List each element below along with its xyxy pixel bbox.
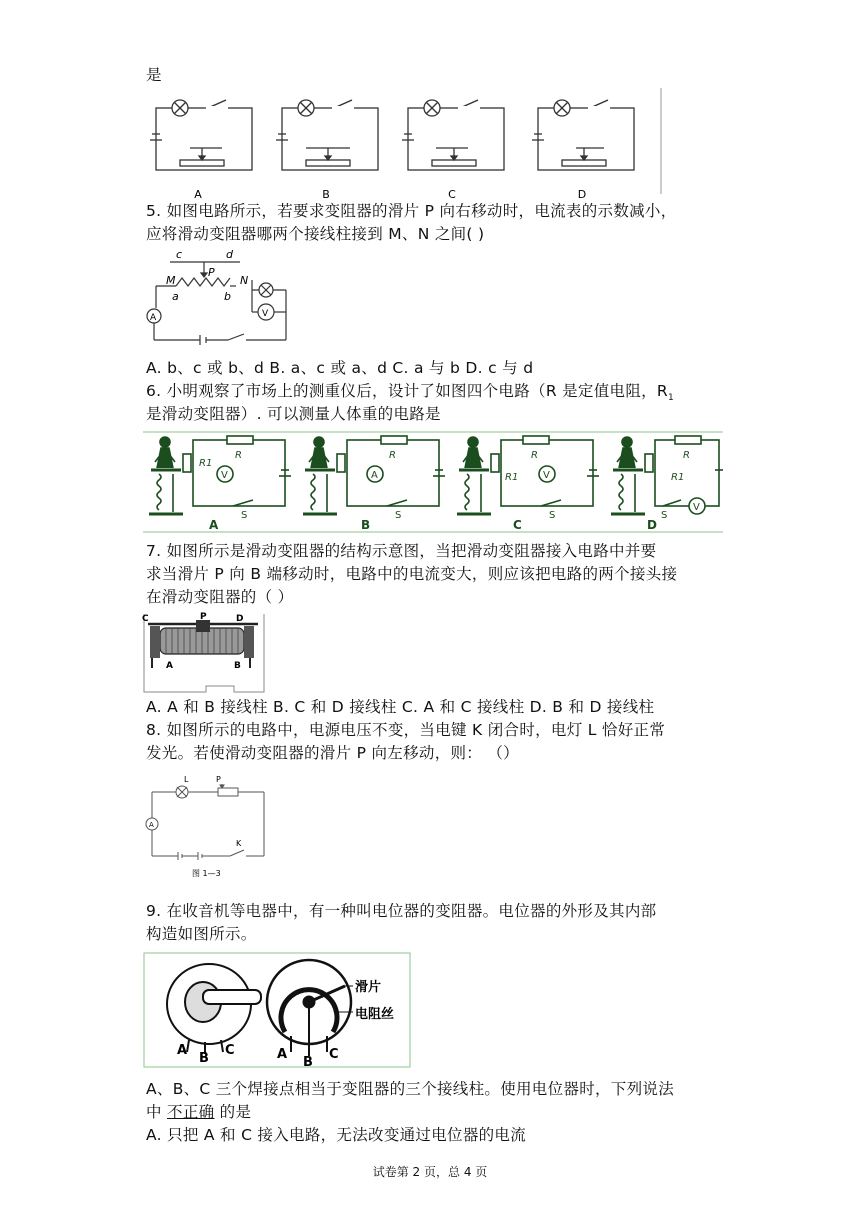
- potentiometer-interior: [267, 960, 353, 1056]
- q4-option-a-label: A: [194, 188, 202, 201]
- q6-b-label-a: A: [371, 470, 378, 481]
- q5-label-b: b: [224, 290, 231, 303]
- q9-line3: A、B、C 三个焊接点相当于变阻器的三个接线柱。使用电位器时，下列说法: [146, 1080, 674, 1098]
- q9-line4: 中 不正确 的是: [146, 1103, 252, 1121]
- q7-line2: 求当滑片 P 向 B 端移动时，电路中的电流变大，则应该把电路的两个接头接: [146, 565, 678, 583]
- q9-label-wire: 电阻丝: [355, 1007, 395, 1022]
- q4-circuit-figure: [146, 84, 666, 204]
- q4-circuit-d: [532, 100, 634, 170]
- q5-label-c: c: [176, 248, 183, 261]
- q7-line1: 7. 如图所示是滑动变阻器的结构示意图，当把滑动变阻器接入电路中并要: [146, 542, 657, 560]
- q8-caption: 图 1—3: [192, 869, 221, 878]
- q6-circuit-c: [457, 436, 599, 514]
- q6-circuit-a: [149, 436, 291, 514]
- q8-circuit-figure: [140, 770, 272, 882]
- q5-answers: A. b、c 或 b、d B. a、c 或 a、d C. a 与 b D. c 与 d: [146, 359, 534, 377]
- q5-circuit-figure: [140, 246, 300, 350]
- q4-option-c-label: C: [448, 188, 456, 201]
- q6-c-label-r: R: [531, 450, 538, 461]
- q6-line2: 是滑动变阻器）. 可以测量人体重的电路是: [146, 405, 441, 423]
- q4-circuit-b: [276, 100, 378, 170]
- q5-label-a: a: [172, 290, 179, 303]
- q6-subscript: 1: [667, 393, 675, 404]
- q6-circuit-d: [611, 436, 723, 514]
- q4-option-d-label: D: [577, 188, 587, 201]
- q7-rheostat-figure: [142, 612, 266, 696]
- q6-circuit-figure: [143, 430, 723, 536]
- q8-line1: 8. 如图所示的电路中，电源电压不变，当电键 K 闭合时，电灯 L 恰好正常: [146, 721, 666, 739]
- q6-c-label-v: V: [543, 470, 550, 481]
- q9-label-slider: 滑片: [355, 980, 382, 995]
- q9-option-a: A. 只把 A 和 C 接入电路，无法改变通过电位器的电流: [146, 1126, 527, 1144]
- q9-ext-label-b: B: [199, 1051, 209, 1066]
- q9-potentiometer-figure: [143, 952, 413, 1070]
- q6-d-label-r: R: [683, 450, 690, 461]
- page-footer: 试卷第 2 页，总 4 页: [372, 1165, 488, 1179]
- q7-answers: A. A 和 B 接线柱 B. C 和 D 接线柱 C. A 和 C 接线柱 D. B 和 D 接线柱: [146, 698, 655, 716]
- q6-option-d: D: [647, 518, 657, 532]
- q5-label-d: d: [226, 248, 233, 261]
- q8-line2: 发光。若使滑动变阻器的滑片 P 向左移动，则： （）: [146, 744, 519, 762]
- q6-c-label-r1: R1: [505, 472, 519, 483]
- q5-voltmeter-label: V: [262, 309, 269, 319]
- q6-line1: 6. 小明观察了市场上的测重仪后，设计了如图四个电路（R 是定值电阻，$R_1$: [146, 382, 675, 404]
- q6-a-label-s: S: [241, 510, 248, 521]
- q8-ammeter-label: A: [149, 821, 154, 829]
- q5-line1: 5. 如图电路所示，若要求变阻器的滑片 P 向右移动时，电流表的示数减小，: [146, 202, 677, 220]
- q6-option-c: C: [513, 518, 522, 532]
- potentiometer-exterior: [167, 964, 261, 1054]
- q6-a-label-v: V: [221, 470, 228, 481]
- q6-b-label-r: R: [389, 450, 396, 461]
- q9-line2: 构造如图所示。: [146, 925, 257, 943]
- q7-label-b: B: [234, 661, 241, 671]
- q6-c-label-s: S: [549, 510, 556, 521]
- q9-underlined-text: 不正确: [167, 1103, 215, 1121]
- q5-label-p: P: [208, 266, 215, 279]
- q6-a-label-r1: R1: [199, 458, 213, 469]
- q8-label-k: K: [236, 839, 242, 848]
- q8-label-l: L: [184, 775, 189, 784]
- q4-circuit-a: [150, 100, 252, 170]
- q9-line1: 9. 在收音机等电器中，有一种叫电位器的变阻器。电位器的外形及其内部: [146, 902, 657, 920]
- q5-label-m: M: [166, 274, 176, 287]
- q6-option-b: B: [361, 518, 371, 532]
- q9-int-label-b: B: [303, 1055, 313, 1070]
- q9-ext-label-c: C: [225, 1043, 235, 1058]
- q5-label-n: N: [240, 274, 249, 287]
- q4-option-b-label: B: [322, 188, 330, 201]
- q6-a-label-r: R: [235, 450, 242, 461]
- q6-d-label-v: V: [693, 502, 700, 513]
- q7-line3: 在滑动变阻器的（ ）: [146, 588, 294, 606]
- q9-int-label-c: C: [329, 1047, 339, 1062]
- q8-label-p: P: [216, 775, 221, 784]
- q7-label-p: P: [200, 612, 207, 622]
- q5-ammeter-label: A: [150, 313, 157, 323]
- q6-d-label-s: S: [661, 510, 668, 521]
- q9-ext-label-a: A: [177, 1043, 188, 1058]
- q6-option-a: A: [209, 518, 219, 532]
- q4-circuit-c: [402, 100, 504, 170]
- q6-d-label-r1: R1: [671, 472, 685, 483]
- q7-label-d: D: [236, 614, 244, 624]
- q4-tail: 是: [146, 66, 162, 84]
- q9-int-label-a: A: [277, 1047, 288, 1062]
- q6-b-label-s: S: [395, 510, 402, 521]
- q7-label-a: A: [166, 661, 173, 671]
- q7-label-c: C: [142, 614, 149, 624]
- q5-line2: 应将滑动变阻器哪两个接线柱接到 M、N 之间( ): [146, 225, 485, 243]
